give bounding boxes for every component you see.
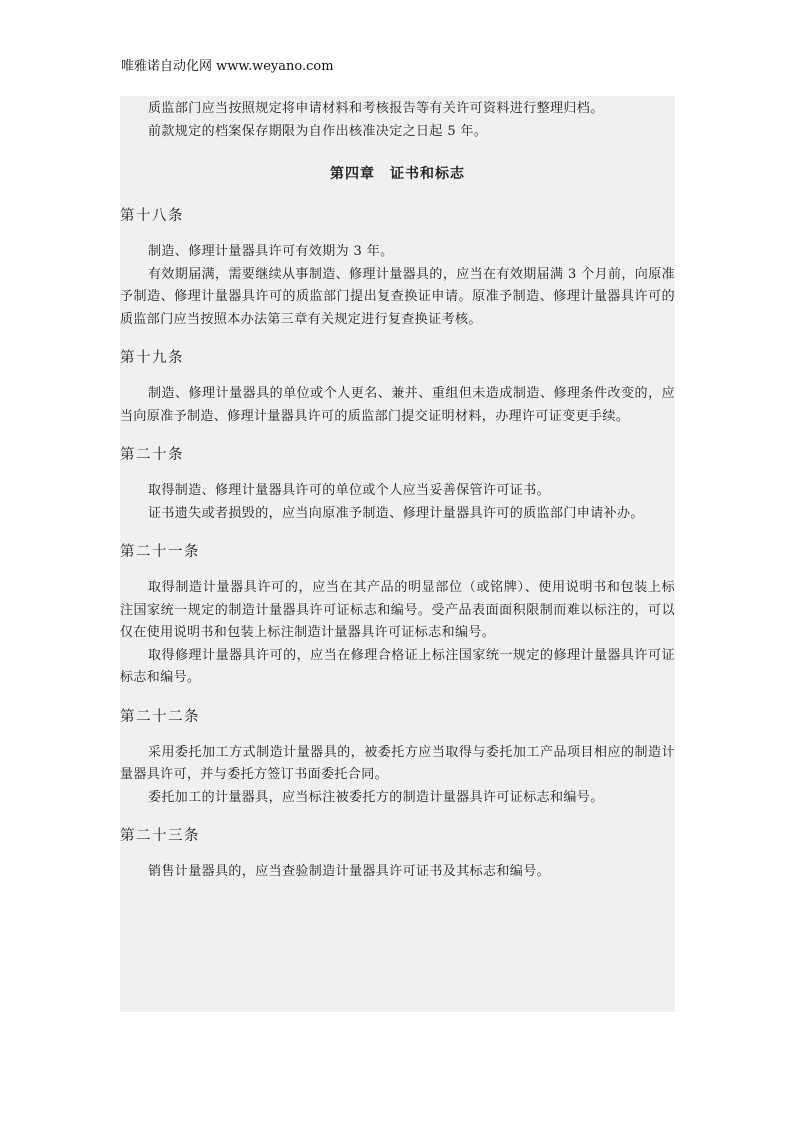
chapter-title: 第四章 证书和标志 — [330, 166, 465, 182]
article-20 — [120, 444, 675, 525]
article-18 — [120, 205, 675, 331]
intro-paragraph-2: 前款规定的档案保存期限为自作出核准决定之日起 5 年。 — [148, 123, 488, 139]
article-paragraph: 采用委托加工方式制造计量器具的，被委托方应当取得与委托加工产品项目相应的制造计量器具许可，并与委托方签订书面委托合同。 — [120, 744, 675, 782]
article-heading: 第二十条 — [120, 447, 184, 463]
article-heading: 第十八条 — [120, 208, 184, 224]
intro-paragraph-1: 质监部门应当按照规定将申请材料和考核报告等有关许可资料进行整理归档。 — [148, 101, 604, 116]
article-paragraph: 销售计量器具的，应当查验制造计量器具许可证书及其标志和编号。 — [148, 864, 551, 879]
article-22 — [120, 706, 675, 810]
article-paragraph: 取得制造计量器具许可的，应当在其产品的明显部位（或铭牌）、使用说明书和包装上标注国家统一规定的制造计量器具许可证标志和编号。受产品表面面积限制而难以标注的，可以仅在使用说明书和包装上标注制造计量器具许可证标志和编号。 — [120, 580, 675, 640]
article-heading: 第十九条 — [120, 350, 184, 366]
article-heading: 第二十二条 — [120, 708, 200, 725]
article-paragraph: 制造、修理计量器具的单位或个人更名、兼并、重组但未造成制造、修理条件改变的，应当向原准予制造、修理计量器具许可的质监部门提交证明材料，办理许可证变更手续。 — [120, 386, 675, 424]
document-body — [120, 96, 675, 1012]
article-paragraph: 取得制造、修理计量器具许可的单位或个人应当妥善保管许可证书。 — [148, 483, 551, 498]
article-paragraph: 委托加工的计量器具，应当标注被委托方的制造计量器具许可证标志和编号。 — [148, 789, 604, 805]
article-21 — [120, 541, 675, 690]
site-header: 唯雅诺自动化网 www.weyano.com — [121, 59, 334, 74]
article-heading: 第二十一条 — [120, 544, 200, 560]
article-heading: 第二十三条 — [120, 828, 200, 844]
article-paragraph: 制造、修理计量器具许可有效期为 3 年。 — [148, 244, 394, 259]
article-paragraph: 取得修理计量器具许可的，应当在修理合格证上标注国家统一规定的修理计量器具许可证标志和编号。 — [120, 647, 675, 685]
article-paragraph: 有效期届满，需要继续从事制造、修理计量器具的，应当在有效期届满 3 个月前，向原准予制造、修理计量器具许可的质监部门提出复查换证申请。原准予制造、修理计量器具许可的质监部门应当按照本办法第三章有关规定进行复查换证考核。 — [120, 266, 675, 327]
article-19 — [120, 347, 675, 428]
article-23 — [120, 825, 675, 884]
article-paragraph: 证书遗失或者损毁的，应当向原准予制造、修理计量器具许可的质监部门申请补办。 — [148, 505, 644, 521]
